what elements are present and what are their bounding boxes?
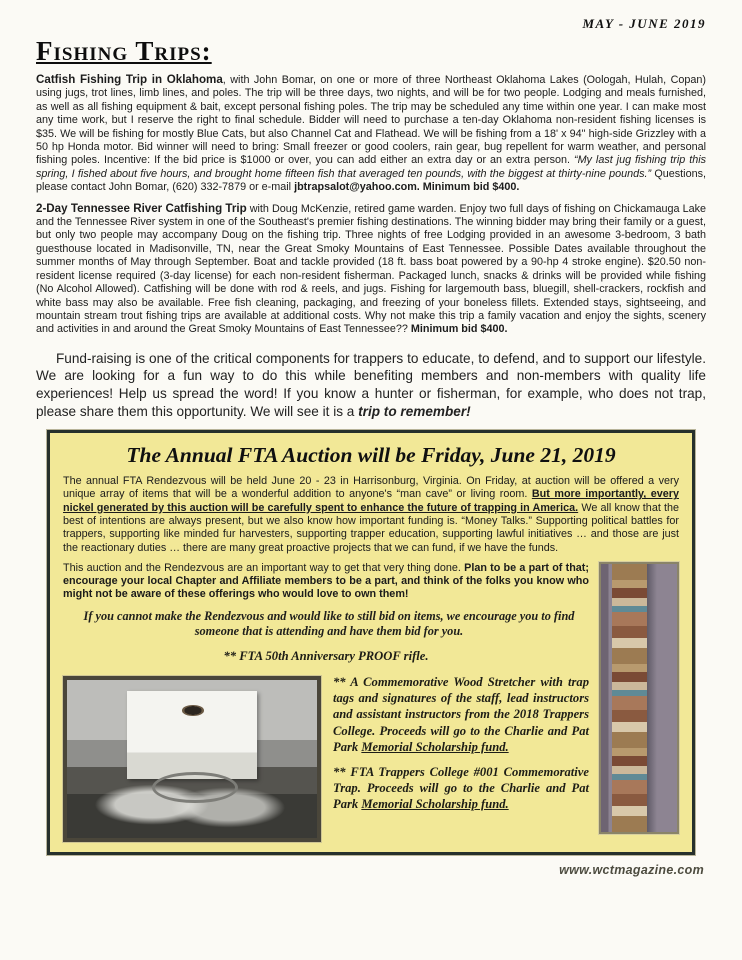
trip-oklahoma-body2: Questions, please contact John Bomar, (620) 332-7879 or e-mail (36, 167, 706, 194)
trip-tennessee-body: with Doug McKenzie, retired game warden. Enjoy two full days of fishing on Chickamauga Lake and the Tennessee River system in one of the Southeast's premier fishing destinations. The winning bidder may bring their family or a guest, but only two people may accompany Doug on the fishing trip. Three nights of free Lodging provided in an awesome 3-bedroom, 3 bath guesthouse located in Madisonville, TN, near the Great Smoky Mountains of East Tennessee. Possible Dates available throughout the summer months of May through September. Boat and tackle provided (18 ft. bass boat powered by a 90-hp 4 stroke engine). $20.50 non-resident license required (3-day license) for each non-resident fisherman. Packaged lunch, snacks & drinks will be provided while fishing (No Alcohol Allowed). Catfishing will be done with rod & reels, and jugs. Fishing for largemouth bass, bluegill, shell-crackers, rockfish and white bass may also be available. Free fish cleaning, packaging, and freezing of your boneless fillets. Extended stays, sightseeing, and mountain stream trout fishing trips are available at additional costs. Why not make this trip a family vacation and enjoy the sights, scenery and activities in and around the Great Smoky Mountains of East Tennessee?? (36, 202, 706, 336)
fundraising-paragraph (36, 350, 706, 420)
auction-intro-a: The annual FTA Rendezvous will be held June 20 - 23 in Harrisonburg, Virginia. On Friday, at auction will be offered a very unique array of items that will be a wonderful addition to anyone's “man cave” or living room. (63, 475, 679, 501)
auction-item-stretcher-fund: Memorial Scholarship fund. (361, 739, 509, 754)
website-url: www.wctmagazine.com (559, 862, 704, 877)
fundraising-text: Fund-raising is one of the critical components for trappers to educate, to defend, and to support our lifestyle. We are looking for a fun way to do this while benefiting members and non-members with quality life experiences! Help us spread the word! If you know a hunter or fisherman, for example, who does not trap, please share them this opportunity. We will see it is a (36, 350, 706, 419)
auction-announcement-box (47, 430, 695, 855)
auction-title: The Annual FTA Auction will be Friday, June 21, 2019 (126, 443, 616, 468)
auction-intro-paragraph (63, 475, 679, 555)
trip-tennessee-minbid: Minimum bid $400. (410, 323, 508, 336)
auction-intro-emphasis: But more importantly, every nickel generated by this auction will be carefully spent to enhance the future of trapping in America. (63, 488, 679, 514)
fundraising-emphasis: trip to remember! (358, 403, 471, 419)
auction-intro-c: We all know that the best of intentions are always present, but we also know how important funding is. “Money Talks.” Supporting political battles for trappers, supporting like minded fur harvesters, supporting trapper education, supporting lawful initiatives … and those are just the reactionary duties … there are many great proactive projects that we can fund, if we have the funds. (63, 501, 679, 554)
trip-tennessee-paragraph (36, 202, 706, 337)
issue-header: MAY - JUNE 2019 (582, 16, 706, 31)
trip-tennessee-lead: 2-Day Tennessee River Catfishing Trip (36, 201, 247, 215)
auction-item-stretcher-text: ** A Commemorative Wood Stretcher with trap tags and signatures of the staff, lead instructors and assistant instructors from the 2018 Trappers College. Proceeds will go to the Charlie and Pat Park (333, 674, 589, 754)
auction-item-rifle: ** FTA 50th Anniversary PROOF rifle. (223, 648, 429, 663)
wood-stretcher-photo (599, 562, 679, 834)
auction-proxy-bid-note: If you cannot make the Rendezvous and would like to still bid on items, we encourage you to find someone that is attending and have them bid for you. (83, 608, 575, 639)
auction-plan-emphasis: Plan to be a part of that; encourage your local Chapter and Affiliate members to be a part, and think of the folks you know who might not be aware of these offerings who would love to own them! (63, 561, 589, 601)
auction-item-trap-text: ** FTA Trappers College #001 Commemorative Trap. Proceeds will go to the Charlie and Pat Park (333, 764, 589, 812)
trip-oklahoma-paragraph (36, 73, 706, 195)
box-hole-graphic (182, 705, 204, 716)
trip-oklahoma-lead: Catfish Fishing Trip in Oklahoma (36, 73, 223, 86)
nest-box-graphic (127, 691, 257, 779)
auction-item-trap-fund: Memorial Scholarship fund. (361, 797, 509, 812)
trap-and-box-photo (63, 676, 321, 842)
trip-oklahoma-quote: “My last jug fishing trip this spring, I fished about five hours, and brought home fifteen fish that averaged ten pounds, with the biggest at thirty-nine pounds.” (36, 154, 706, 180)
trip-oklahoma-body: , with John Bomar, on one or more of three Northeast Oklahoma Lakes (Oologah, Hulah, Copan) using jugs, trot lines, limb lines, and poles. The trip will be three days, two nights, and will be for two people. Lodging and meals furnished, as well as all fishing equipment & bait, except personal fishing poles. The trip may be scheduled any time within one year. I can make most any time work, but I reserve the right to final schedule. Bidder will need to purchase a ten-day Oklahoma non-resident fishing licenses is $35. We will be fishing for mostly Blue Cats, but also Channel Cat and Flathead. We will be fishing from a 18' x 94" high-side Grizzley with a 50 hp Honda motor. Bid winner will need to bring: Small freezer or good coolers, rain gear, bug repellent for warm weather, and personal fishing poles. Incentive: If the bid price is $1000 or over, you can add either an extra day or an extra person. (36, 74, 706, 167)
section-heading: Fishing Trips: (36, 36, 212, 66)
auction-plan-paragraph (63, 562, 679, 602)
auction-plan-a: This auction and the Rendezvous are an important way to get that very thing done. (63, 561, 465, 574)
stretcher-board-graphic (612, 564, 647, 832)
trip-oklahoma-contact-and-minbid: jbtrapsalot@yahoo.com. Minimum bid $400. (294, 181, 520, 194)
stretcher-shadow-graphic (647, 564, 658, 832)
trap-jaw-graphic (152, 772, 238, 803)
